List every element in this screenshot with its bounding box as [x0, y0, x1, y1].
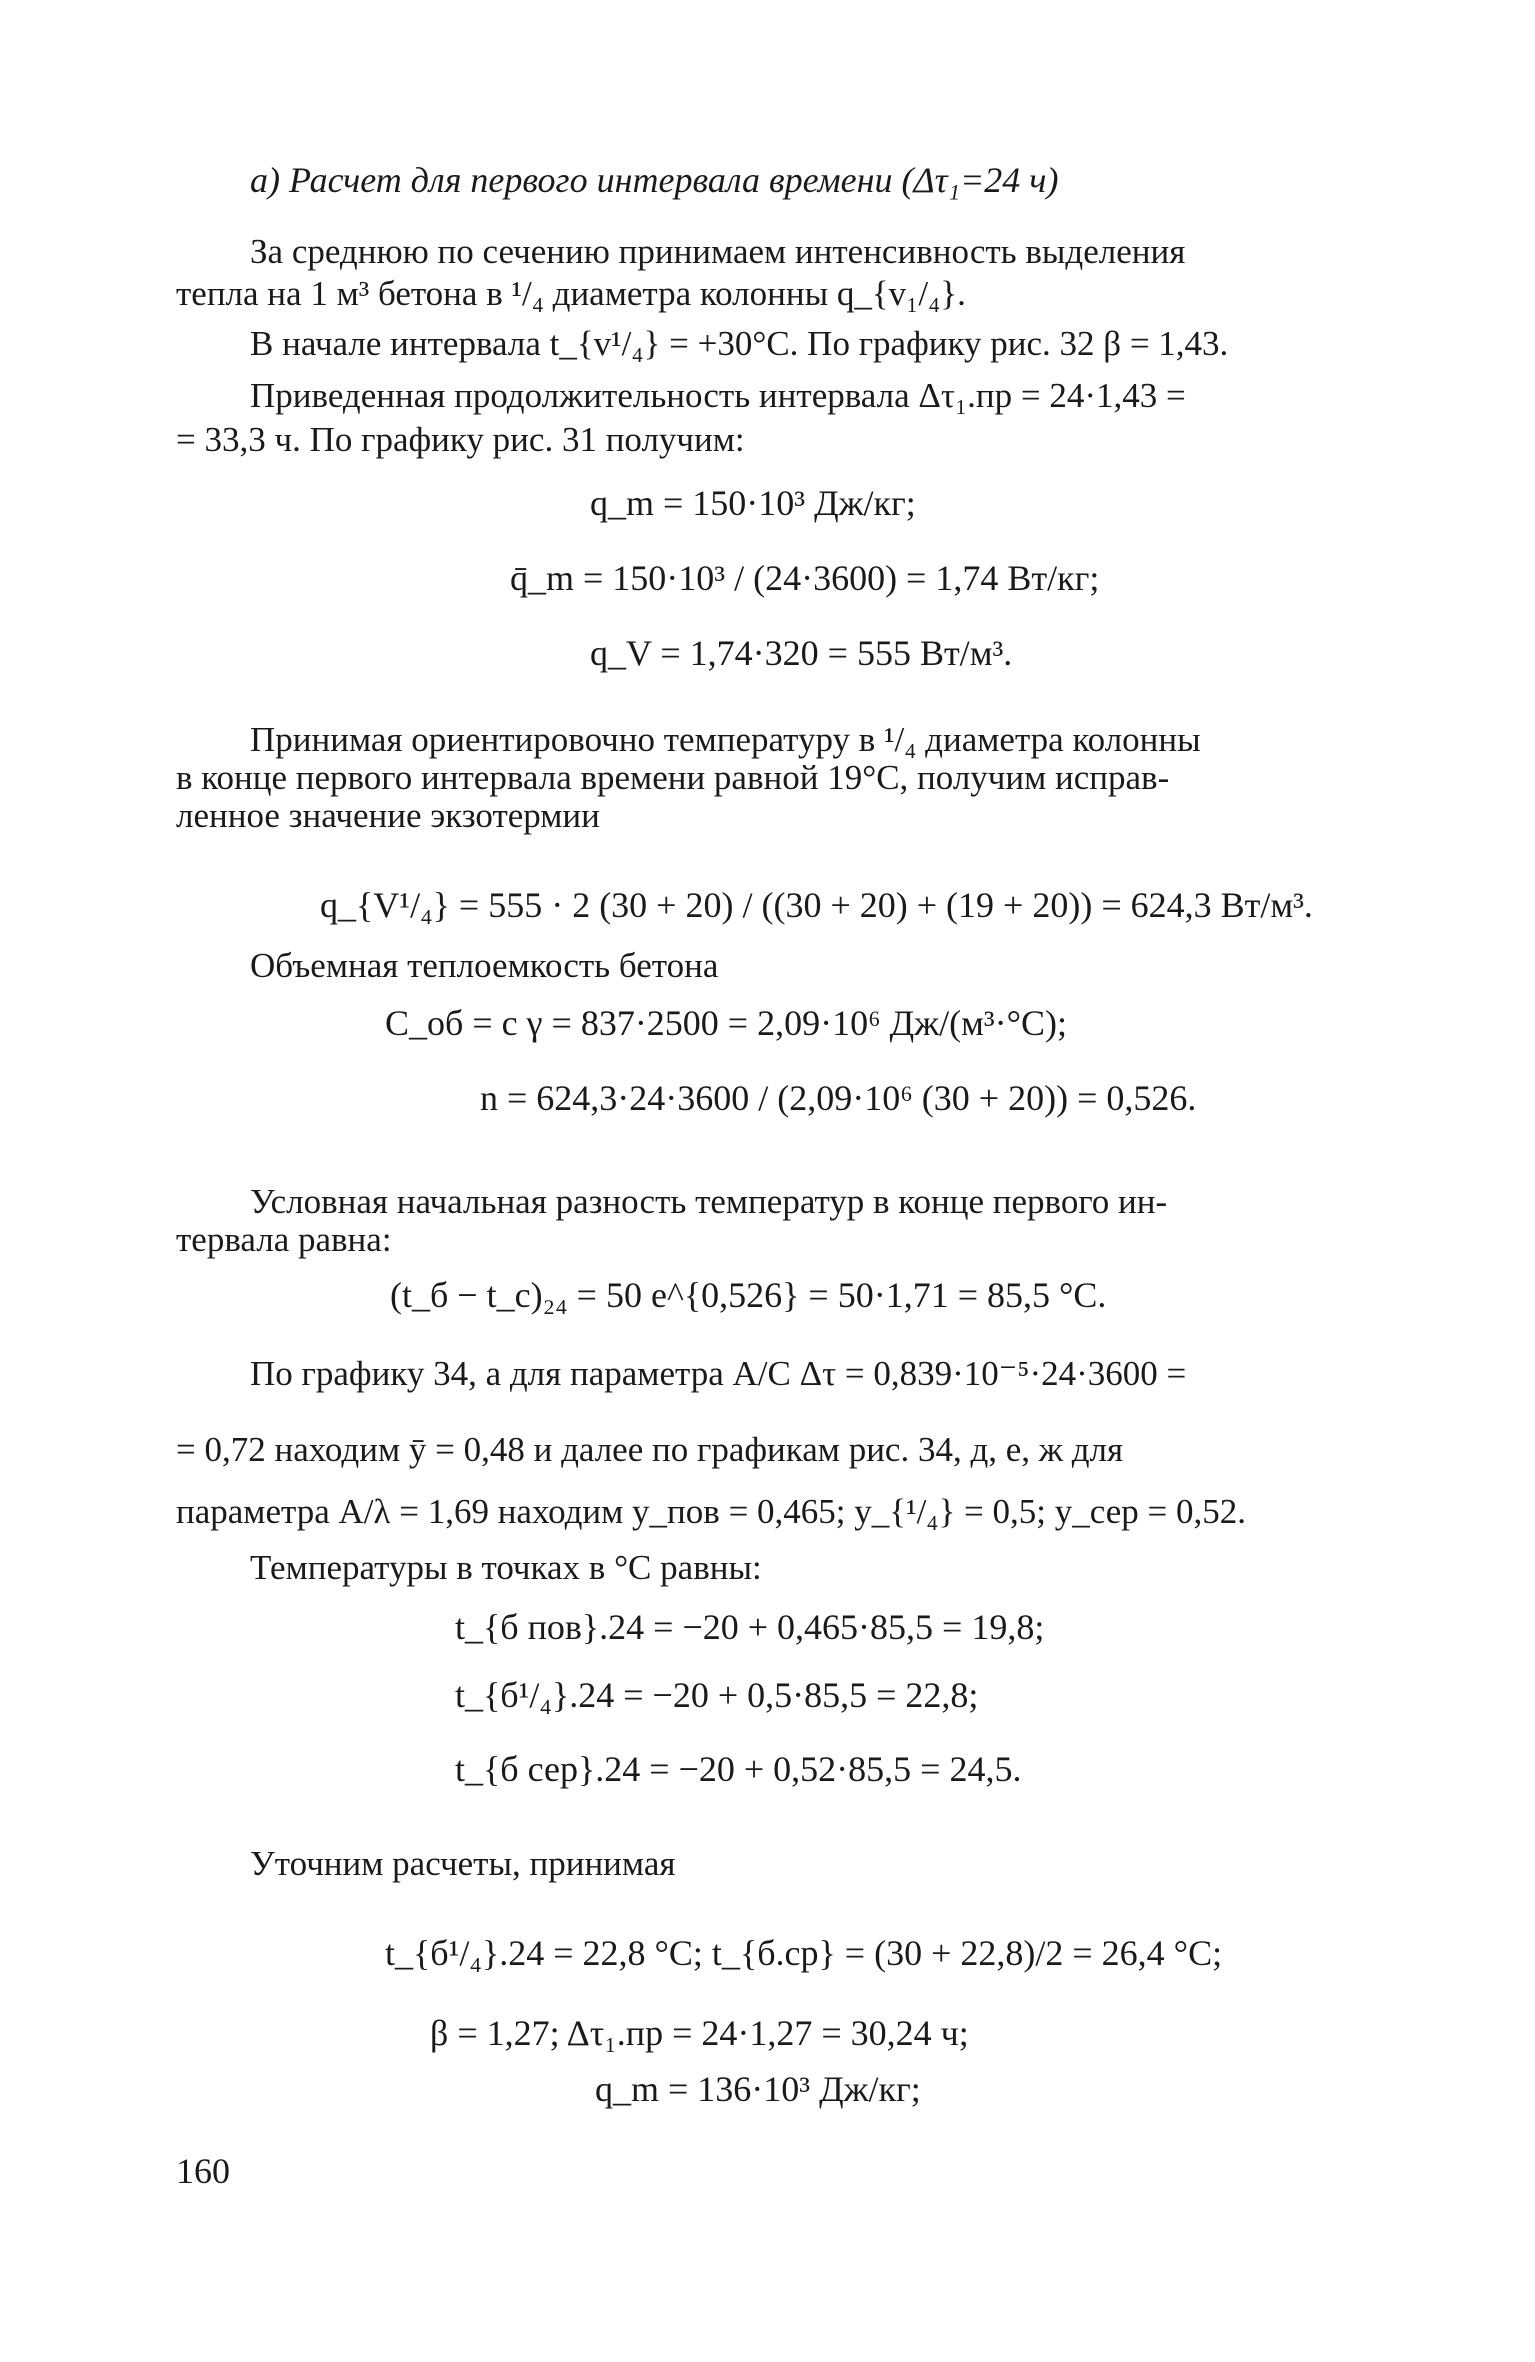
equation-refine-1: t_{б¹/₄}.24 = 22,8 °С; t_{б.ср} = (30 + 22,8)/2 = 26,4 °С; — [385, 1933, 1223, 1973]
text-line-13: = 0,72 находим ȳ = 0,48 и далее по графикам рис. 34, д, е, ж для — [176, 1430, 1124, 1469]
text-line-4: Приведенная продолжительность интервала Δτ₁.пр = 24·1,43 = — [250, 376, 1186, 415]
equation-t-quarter: t_{б¹/₄}.24 = −20 + 0,5·85,5 = 22,8; — [455, 1675, 979, 1715]
text-line-6: Принимая ориентировочно температуру в ¹/₄ диаметра колонны — [250, 720, 1201, 759]
equation-n: n = 624,3·24·3600 / (2,09·10⁶ (30 + 20)) = 0,526. — [480, 1078, 1197, 1118]
text-line-7: в конце первого интервала времени равной 19°С, получим исправ- — [176, 758, 1170, 797]
equation-cob: C_об = c γ = 837·2500 = 2,09·10⁶ Дж/(м³·°С); — [385, 1003, 1068, 1043]
text-line-10: Условная начальная разность температур в конце первого ин- — [250, 1182, 1168, 1221]
text-line-15: Температуры в точках в °С равны: — [250, 1548, 762, 1587]
equation-temp-diff: (t_б − t_c)₂₄ = 50 e^{0,526} = 50·1,71 = 85,5 °С. — [390, 1275, 1107, 1315]
text-line-5: = 33,3 ч. По графику рис. 31 получим: — [176, 420, 745, 459]
text-line-16: Уточним расчеты, принимая — [250, 1844, 676, 1883]
text-line-3: В начале интервала t_{v¹/₄} = +30°С. По графику рис. 32 β = 1,43. — [250, 324, 1229, 363]
text-line-1: За среднюю по сечению принимаем интенсивность выделения — [250, 232, 1186, 271]
equation-qv-corrected: q_{V¹/₄} = 555 · 2 (30 + 20) / ((30 + 20) + (19 + 20)) = 624,3 Вт/м³. — [320, 885, 1313, 925]
text-line-8: ленное значение экзотермии — [176, 796, 600, 835]
text-line-9: Объемная теплоемкость бетона — [250, 946, 719, 985]
equation-qm-bar: q̄_m = 150·10³ / (24·3600) = 1,74 Вт/кг; — [510, 558, 1100, 598]
text-line-12: По графику 34, а для параметра A/C Δτ = 0,839·10⁻⁵·24·3600 = — [250, 1354, 1187, 1393]
equation-qm: q_m = 150·10³ Дж/кг; — [590, 483, 916, 523]
equation-t-ser: t_{б сер}.24 = −20 + 0,52·85,5 = 24,5. — [455, 1749, 1022, 1789]
section-heading: а) Расчет для первого интервала времени (Δτ₁=24 ч) — [250, 160, 1059, 200]
text-line-2: тепла на 1 м³ бетона в ¹/₄ диаметра колонны q_{v₁/₄}. — [176, 274, 966, 313]
text-line-11: тервала равна: — [176, 1220, 392, 1259]
page-number: 160 — [176, 2151, 230, 2191]
equation-t-pov: t_{б пов}.24 = −20 + 0,465·85,5 = 19,8; — [455, 1607, 1045, 1647]
equation-refine-2: β = 1,27; Δτ₁.пр = 24·1,27 = 30,24 ч; — [430, 2013, 969, 2053]
equation-qv: q_V = 1,74·320 = 555 Вт/м³. — [590, 633, 1013, 673]
equation-refine-3: q_m = 136·10³ Дж/кг; — [595, 2069, 921, 2109]
text-line-14: параметра A/λ = 1,69 находим y_пов = 0,465; y_{¹/₄} = 0,5; y_сер = 0,52. — [176, 1492, 1246, 1531]
